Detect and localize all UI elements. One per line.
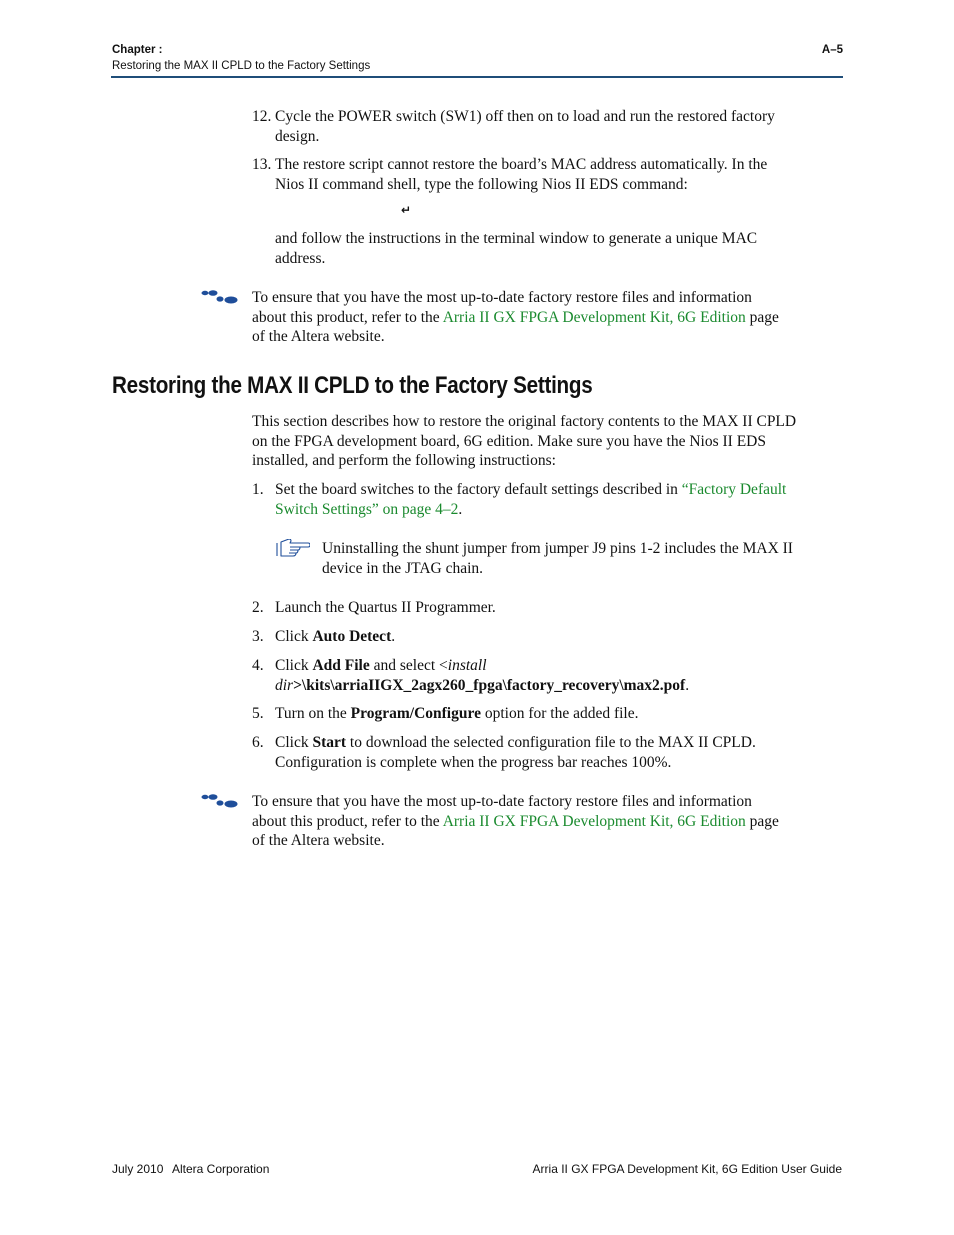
step-number: 2. — [252, 599, 264, 616]
step-text: address. — [275, 249, 326, 267]
intro-paragraph — [252, 412, 852, 471]
step-text-part: Set the board switches to the factory default settings described in — [275, 481, 682, 498]
note-text: To ensure that you have the most up-to-date factory restore files and information — [252, 289, 752, 306]
step-text-part: . — [458, 500, 463, 518]
note-text-part: about this product, refer to the — [252, 812, 443, 830]
factory-default-switch-link[interactable]: “Factory Default — [681, 481, 787, 498]
note-2 — [252, 792, 852, 851]
add-file-command: Add File — [312, 657, 370, 674]
header-section-title: Restoring the MAX II CPLD to the Factory Settings — [112, 60, 371, 72]
step-13-followup — [275, 229, 845, 268]
auto-detect-command: Auto Detect — [312, 628, 392, 645]
note-text-part: page — [745, 812, 779, 830]
step-text — [275, 676, 845, 696]
intro-line: installed, and perform the following instructions: — [252, 452, 556, 469]
running-header — [112, 42, 843, 74]
program-configure-option: Program/Configure — [350, 705, 481, 722]
step-text-part: Click — [275, 657, 313, 674]
note-text — [252, 812, 852, 832]
step-text: and follow the instructions in the terminal window to generate a unique MAC — [275, 230, 758, 247]
note-text: of the Altera website. — [252, 832, 385, 849]
step-text — [275, 656, 845, 676]
note-text: To ensure that you have the most up-to-date factory restore files and information — [252, 793, 752, 810]
step-text-part: option for the added file. — [480, 705, 639, 722]
note-1 — [252, 288, 852, 347]
install-placeholder: install — [447, 657, 487, 674]
step-text — [275, 480, 845, 500]
step-text: Cycle the POWER switch (SW1) off then on to load and run the restored factory — [275, 108, 775, 125]
step-number: 4. — [252, 657, 264, 674]
footprints-icon — [200, 793, 240, 809]
enter-key-icon: ↵ — [401, 203, 412, 217]
step-text — [275, 733, 845, 753]
intro-line: on the FPGA development board, 6G edition. Make sure you have the Nios II EDS — [252, 432, 766, 450]
pointing-hand-icon — [276, 539, 310, 557]
header-rule — [111, 76, 843, 78]
footer-company: Altera Corporation — [172, 1162, 270, 1176]
step-text-part: and select < — [369, 657, 448, 674]
step-number: 6. — [252, 734, 264, 751]
step-text-part: . — [391, 628, 396, 645]
step-text-part: to download the selected configuration file to the MAX II CPLD. — [346, 734, 756, 751]
page-number: A–5 — [821, 44, 843, 56]
footer-date: July 2010 — [112, 1162, 164, 1176]
arria-kit-link[interactable]: Arria II GX FPGA Development Kit, 6G Edition — [442, 308, 746, 326]
factory-default-switch-link[interactable]: Switch Settings” on page 4–2 — [275, 500, 459, 518]
note-text-part: page — [745, 308, 779, 326]
arria-kit-link[interactable]: Arria II GX FPGA Development Kit, 6G Edition — [442, 812, 746, 830]
step-text — [275, 500, 845, 520]
step-text-part: Turn on the — [275, 705, 351, 722]
step-number: 1. — [252, 481, 264, 498]
step-text: Nios II command shell, type the following Nios II EDS command: — [275, 175, 688, 193]
note-text — [252, 308, 852, 328]
step-text: The restore script cannot restore the board’s MAC address automatically. In the — [275, 156, 768, 173]
step-text — [275, 704, 845, 724]
step-number: 5. — [252, 705, 264, 722]
note-text-part: about this product, refer to the — [252, 308, 443, 326]
start-command: Start — [312, 734, 347, 751]
tip — [322, 539, 852, 578]
step-text: Launch the Quartus II Programmer. — [275, 599, 496, 616]
footprints-icon — [200, 289, 240, 305]
pof-file-path: >\kits\arriaIIGX_2agx260_fpga\factory_recovery\max2.pof — [293, 676, 686, 694]
step-text-part: Click — [275, 628, 313, 645]
note-text: of the Altera website. — [252, 328, 385, 345]
step-text: design. — [275, 127, 320, 145]
step-text-part: Click — [275, 734, 313, 751]
step-text: Configuration is complete when the progress bar reaches 100%. — [275, 753, 672, 771]
chapter-label: Chapter : — [112, 44, 163, 56]
step-number: 13. — [252, 156, 272, 173]
section-heading: Restoring the MAX II CPLD to the Factory Settings — [112, 372, 593, 399]
tip-text: Uninstalling the shunt jumper from jumper J9 pins 1-2 includes the MAX II — [322, 540, 793, 557]
install-placeholder: dir — [275, 676, 294, 694]
intro-line: This section describes how to restore the original factory contents to the MAX II CPLD — [252, 413, 797, 430]
footer-doc-title: Arria II GX FPGA Development Kit, 6G Edition User Guide — [532, 1162, 842, 1176]
step-number: 3. — [252, 628, 264, 645]
step-number: 12. — [252, 108, 272, 125]
tip-text: device in the JTAG chain. — [322, 559, 484, 577]
step-text-part: . — [685, 676, 690, 694]
step-text — [275, 627, 845, 647]
